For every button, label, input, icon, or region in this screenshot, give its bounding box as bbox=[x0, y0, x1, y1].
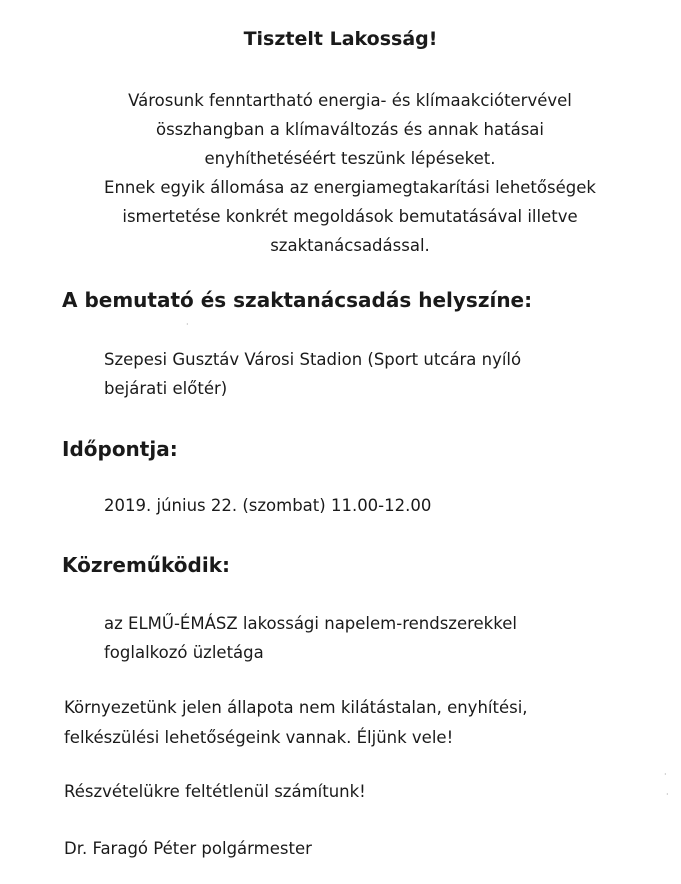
venue-heading: A bemutató és szaktanácsadás helyszíne: bbox=[62, 288, 533, 312]
intro-paragraph bbox=[40, 86, 660, 260]
scan-speck: · bbox=[186, 320, 189, 329]
closing-paragraph bbox=[64, 693, 528, 753]
intro-line: ismertetése konkrét megoldások bemutatásával illetve bbox=[122, 207, 578, 226]
signature: Dr. Faragó Péter polgármester bbox=[64, 839, 312, 858]
closing-line: felkészülési lehetőségeink vannak. Éljünk vele! bbox=[64, 728, 454, 747]
partner-line: foglalkozó üzletága bbox=[104, 643, 264, 662]
venue-details bbox=[104, 345, 521, 403]
closing-line: Környezetünk jelen állapota nem kilátástalan, enyhítési, bbox=[64, 698, 528, 717]
invitation-text: Részvételükre feltétlenül számítunk! bbox=[64, 782, 366, 801]
venue-line: bejárati előtér) bbox=[104, 379, 228, 398]
intro-line: szaktanácsadással. bbox=[270, 236, 430, 255]
intro-line: összhangban a klímaváltozás és annak hatásai bbox=[155, 120, 544, 139]
partner-line: az ELMŰ-ÉMÁSZ lakossági napelem-rendszerekkel bbox=[104, 614, 517, 633]
time-heading: Időpontja: bbox=[62, 437, 178, 461]
scan-speck: · bbox=[666, 790, 669, 799]
intro-line: Ennek egyik állomása az energiamegtakarítási lehetőségek bbox=[104, 178, 596, 197]
partner-heading: Közreműködik: bbox=[62, 553, 231, 577]
notice-title: Tisztelt Lakosság! bbox=[243, 28, 438, 50]
partner-details bbox=[104, 609, 517, 667]
intro-line: Városunk fenntartható energia- és klímaakciótervével bbox=[128, 91, 572, 110]
time-value: 2019. június 22. (szombat) 11.00-12.00 bbox=[104, 496, 432, 515]
venue-line: Szepesi Gusztáv Városi Stadion (Sport utcára nyíló bbox=[104, 350, 522, 369]
scan-speck: · bbox=[664, 770, 667, 779]
intro-line: enyhíthetéséért teszünk lépéseket. bbox=[204, 149, 496, 168]
